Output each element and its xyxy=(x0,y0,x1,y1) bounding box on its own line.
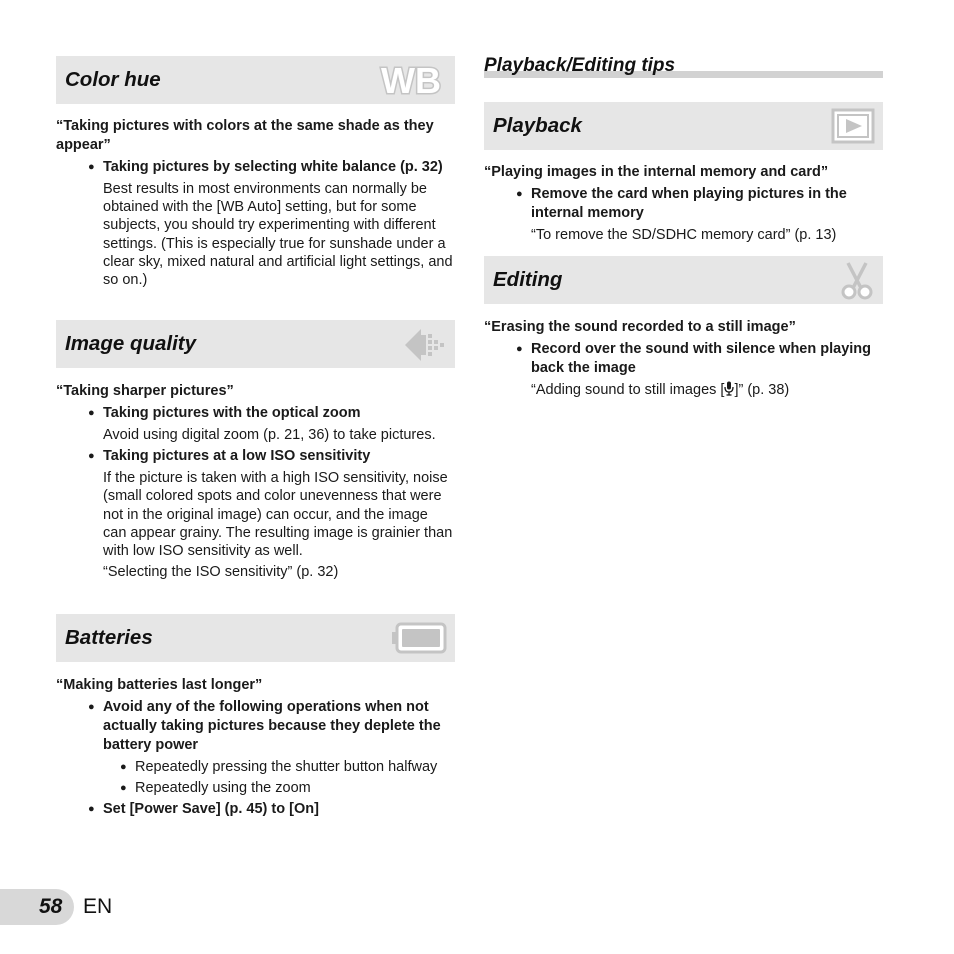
scissors-icon xyxy=(839,261,875,306)
page-number: 58 xyxy=(39,895,63,918)
editing-question: “Erasing the sound recorded to a still image” xyxy=(484,319,796,335)
image-quality-text-1: Avoid using digital zoom (p. 21, 36) to take pictures. xyxy=(103,427,436,443)
color-hue-title: Color hue xyxy=(65,68,161,91)
image-quality-title: Image quality xyxy=(65,332,197,355)
playback-title: Playback xyxy=(493,114,582,137)
playback-question: “Playing images in the internal memory and card” xyxy=(484,164,829,180)
page-number-tab xyxy=(0,889,74,925)
editing-ref xyxy=(484,381,883,402)
playback-bullet: ● Remove the card when playing pictures in the internal memory xyxy=(484,185,883,223)
editing-title: Editing xyxy=(493,268,563,291)
editing-content xyxy=(484,318,883,402)
color-hue-header xyxy=(56,56,455,104)
image-quality-question: “Taking sharper pictures” xyxy=(56,383,234,399)
image-quality-ref: “Selecting the ISO sensitivity” (p. 32) xyxy=(103,564,339,581)
playback-ref: “To remove the SD/SDHC memory card” (p. 13) xyxy=(531,227,837,243)
image-quality-content xyxy=(56,382,455,582)
microphone-icon xyxy=(724,381,734,402)
tips-title: Playback/Editing tips xyxy=(484,55,676,76)
batteries-content xyxy=(56,676,455,819)
editing-ref-after: ]” (p. 38) xyxy=(734,382,790,398)
image-quality-bullet-2: ● Taking pictures at a low ISO sensitivity xyxy=(56,447,455,466)
image-quality-icon xyxy=(403,326,447,369)
playback-header xyxy=(484,102,883,150)
batteries-title: Batteries xyxy=(65,626,153,649)
image-quality-header xyxy=(56,320,455,368)
image-quality-text-2: If the picture is taken with a high ISO sensitivity, noise (small colored spots and color unevenness that were not in the original image) can occur, and the image can appear grainy. The resulting image is grainier than with low ISO sensitivity as well. xyxy=(103,470,453,560)
batteries-subbullet-2: ● Repeatedly using the zoom xyxy=(56,779,455,797)
image-quality-bullet-1: ● Taking pictures with the optical zoom xyxy=(56,404,455,423)
batteries-bullet-1: ● Avoid any of the following operations when not actually taking pictures because they deplete the battery power xyxy=(56,698,455,755)
batteries-subbullet-1: ● Repeatedly pressing the shutter button halfway xyxy=(56,758,455,776)
editing-bullet: ● Record over the sound with silence when playing back the image xyxy=(484,340,883,378)
batteries-question: “Making batteries last longer” xyxy=(56,677,263,693)
color-hue-question: “Taking pictures with colors at the same shade as they appear” xyxy=(56,118,434,153)
playback-content xyxy=(484,163,883,245)
playback-icon xyxy=(831,108,875,149)
editing-header xyxy=(484,256,883,304)
wb-icon xyxy=(375,61,447,104)
page-language: EN xyxy=(83,895,113,918)
batteries-header xyxy=(56,614,455,662)
batteries-bullet-2: ● Set [Power Save] (p. 45) to [On] xyxy=(56,800,455,819)
editing-ref-before: “Adding sound to still images [ xyxy=(531,382,725,398)
color-hue-text: Best results in most environments can normally be obtained with the [WB Auto] setting, but for some subjects, you should try experimenting with different settings. (This is especially true for sunshade under a clear sky, mixed natural and artificial light settings, and so on.) xyxy=(103,181,453,289)
battery-icon xyxy=(391,622,447,659)
color-hue-content xyxy=(56,117,455,289)
wb-icon-text: WB xyxy=(381,61,441,99)
color-hue-bullet: ● Taking pictures by selecting white balance (p. 32) xyxy=(56,158,455,177)
